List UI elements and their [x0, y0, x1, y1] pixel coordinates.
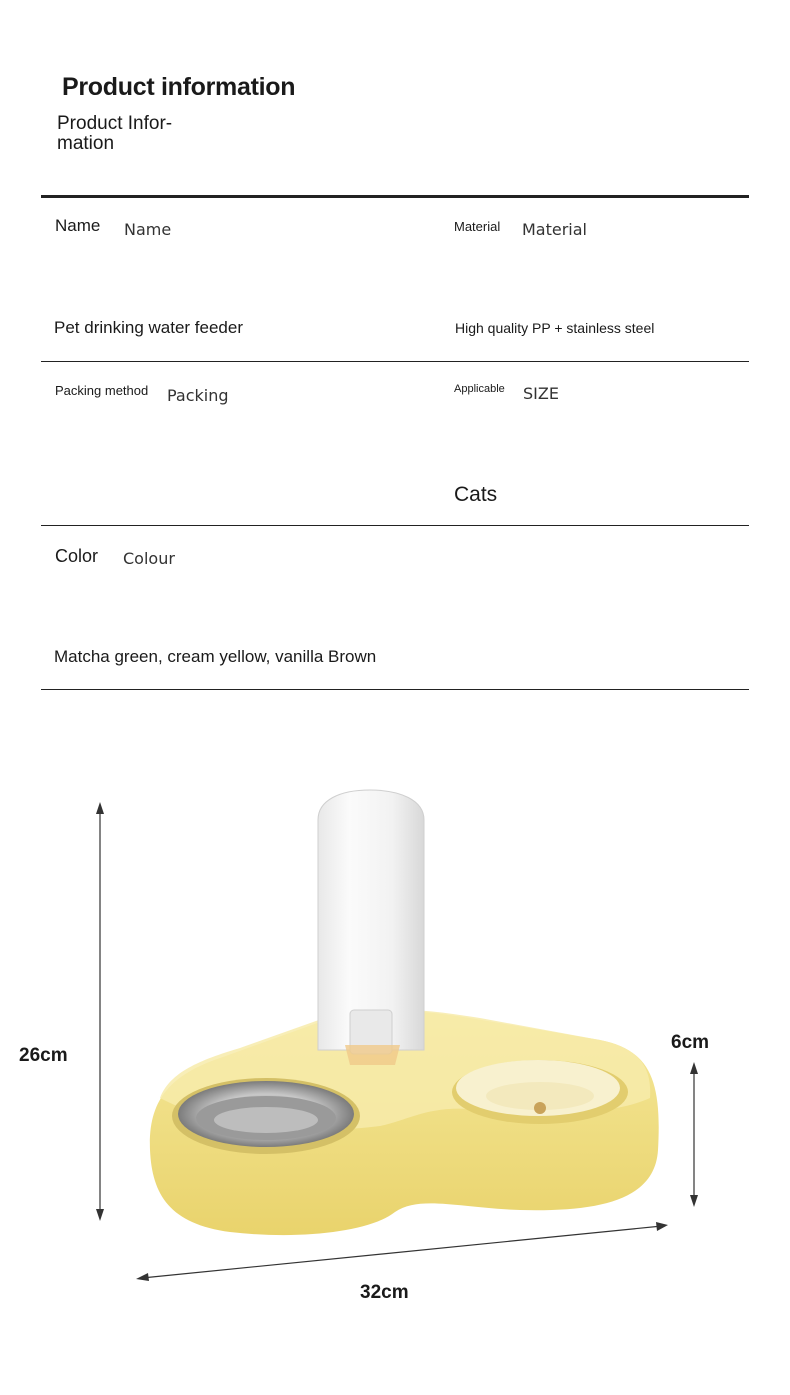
packing-label: Packing method: [55, 383, 149, 398]
name-label-alt: Name: [124, 220, 172, 239]
height-dimension: 26cm: [19, 1045, 68, 1066]
width-arrow: [136, 1222, 668, 1281]
water-tray: [452, 1060, 628, 1124]
depth-arrow: [690, 1062, 698, 1207]
material-label: Material: [454, 219, 501, 234]
color-label-alt: Colour: [123, 549, 175, 568]
packing-label-alt: Packing: [167, 386, 229, 405]
row-divider: [41, 361, 749, 362]
material-label-alt: Material: [522, 220, 587, 239]
material-value: High quality PP + stainless steel: [455, 320, 655, 336]
row-divider: [41, 689, 749, 690]
top-divider: [41, 195, 749, 198]
size-label-alt: SIZE: [523, 384, 559, 403]
page-subtitle: Product Infor- mation: [57, 113, 173, 154]
color-value: Matcha green, cream yellow, vanilla Brown: [54, 647, 377, 666]
applicable-value: Cats: [454, 483, 498, 506]
steel-bowl: [172, 1078, 360, 1154]
water-bottle: [318, 790, 424, 1065]
depth-dimension: 6cm: [671, 1032, 710, 1053]
color-label: Color: [55, 546, 99, 566]
name-label: Name: [55, 216, 101, 235]
applicable-label: Applicable: [454, 383, 505, 395]
name-value: Pet drinking water feeder: [54, 318, 243, 337]
height-arrow: [96, 802, 104, 1221]
width-dimension: 32cm: [360, 1282, 409, 1303]
page-title: Product information: [62, 73, 296, 101]
row-divider: [41, 525, 749, 526]
